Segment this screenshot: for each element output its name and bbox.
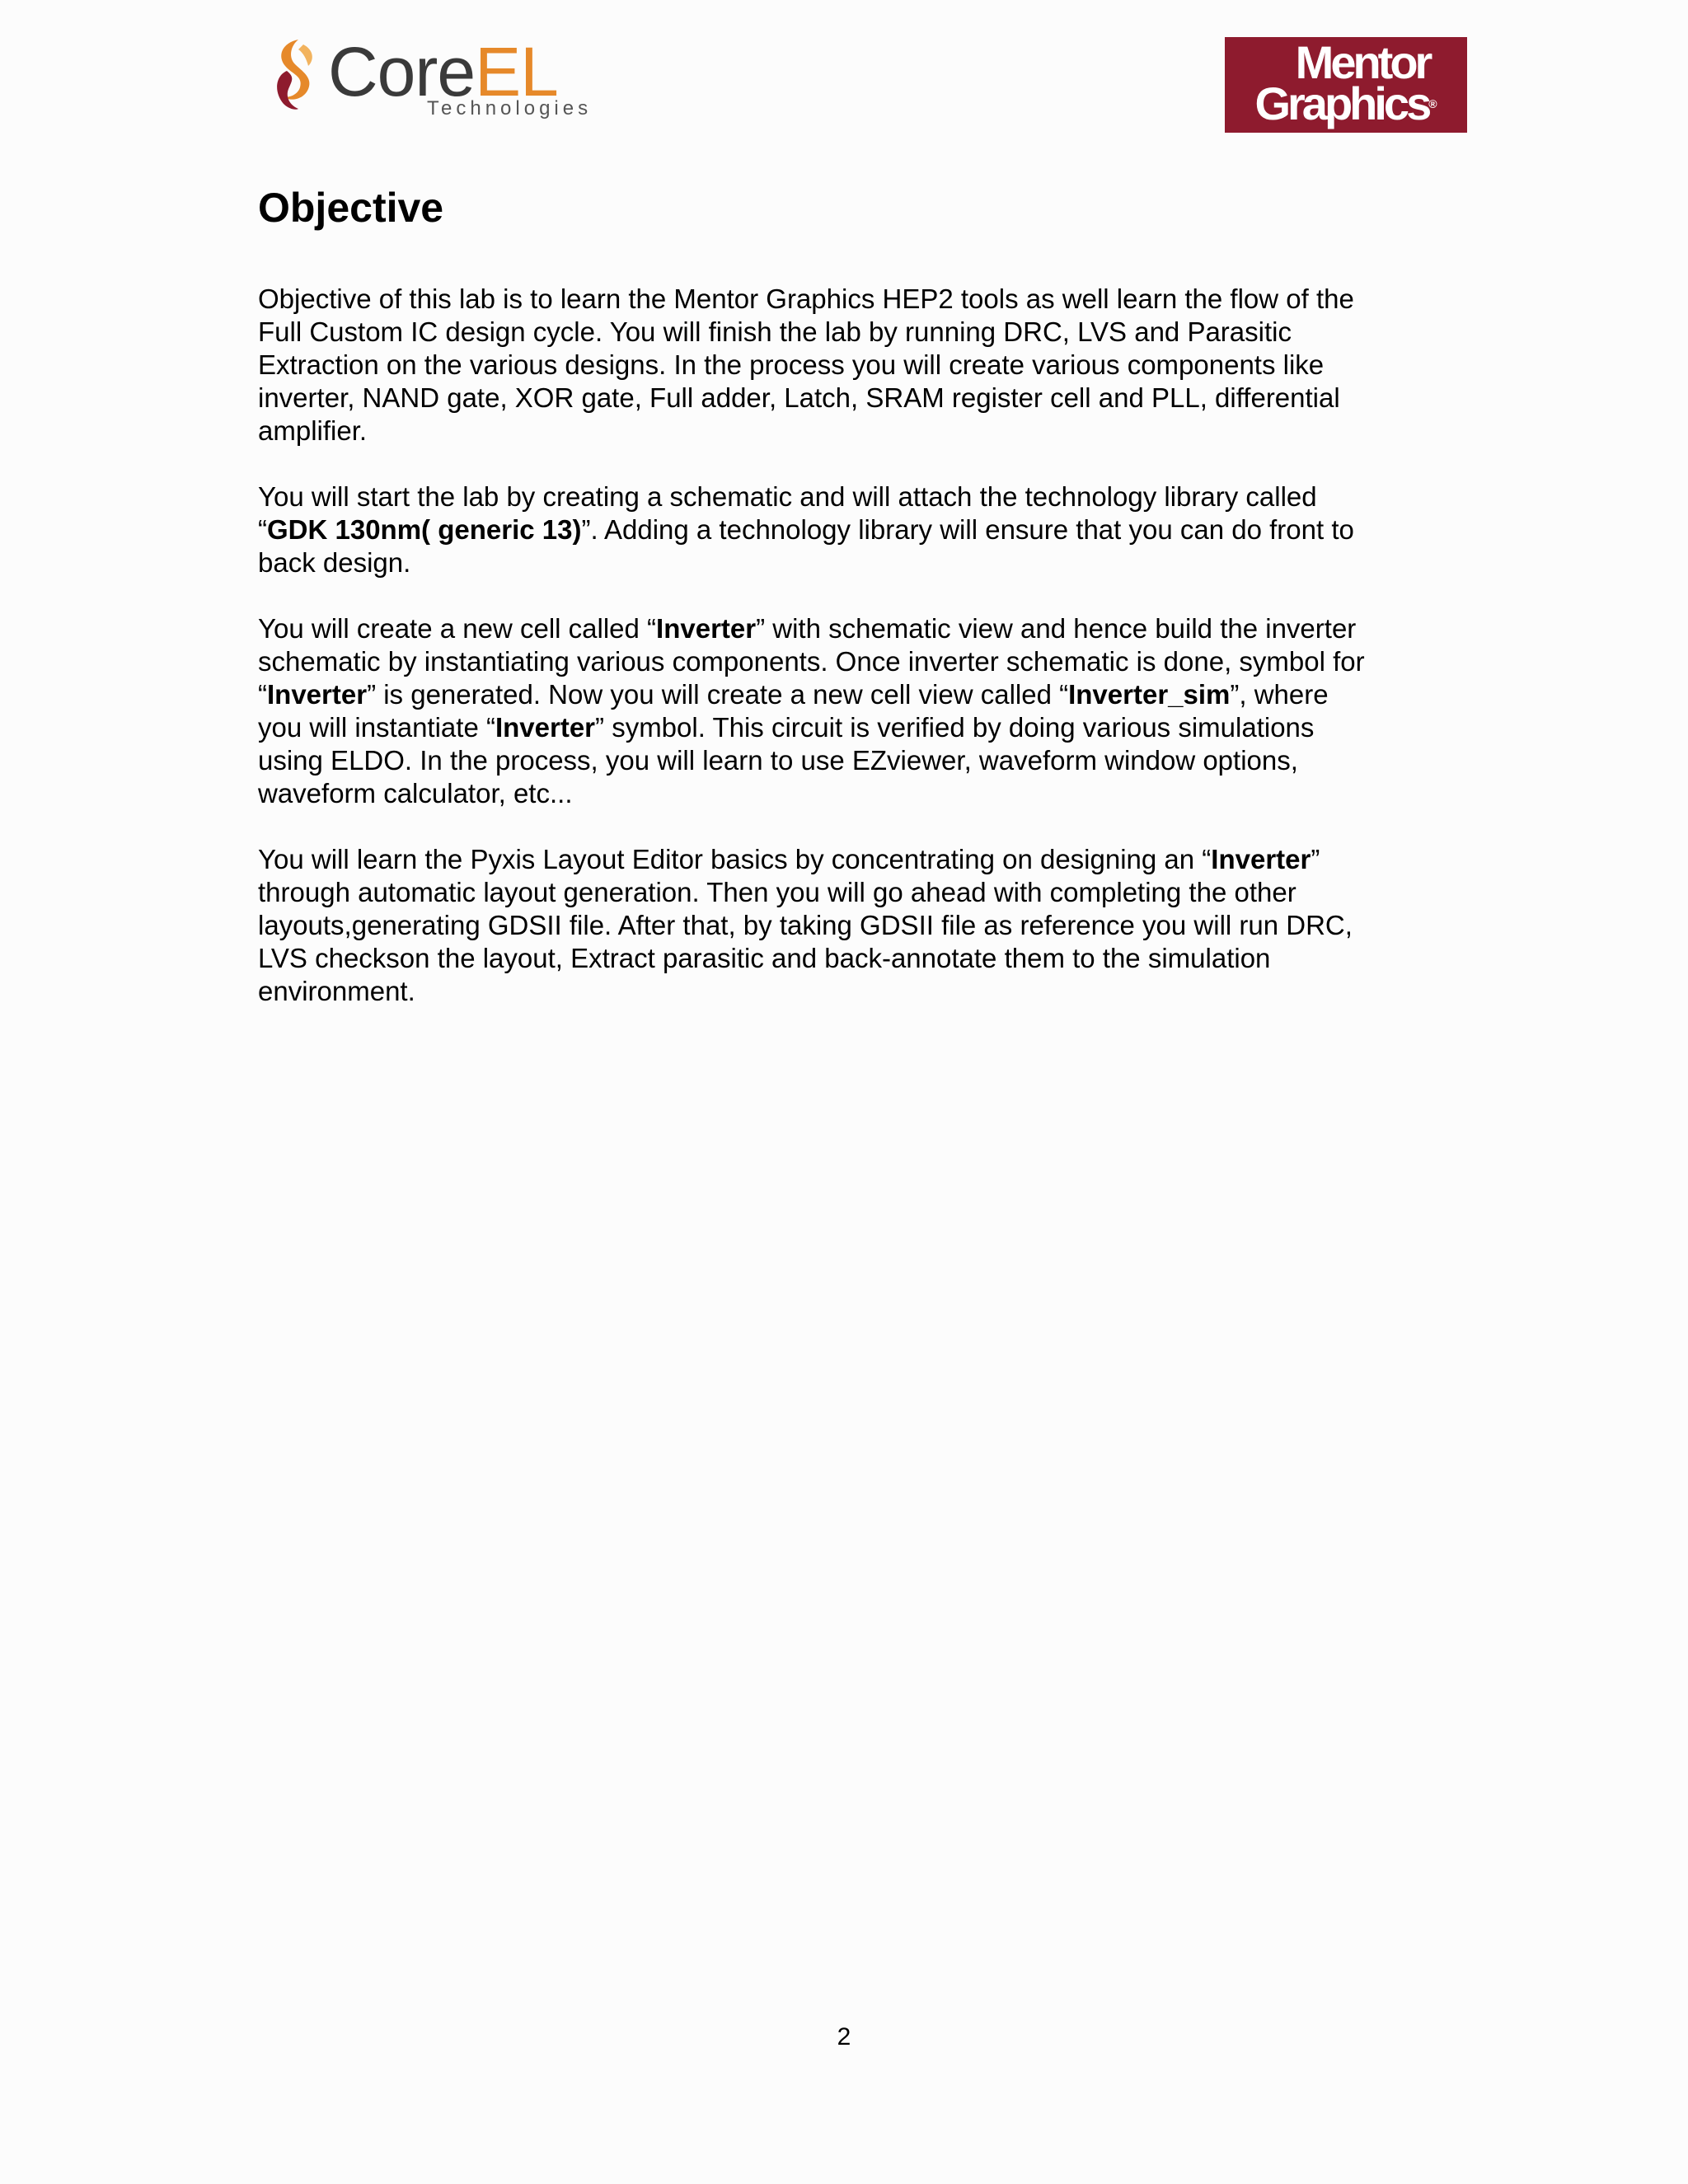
text-line: Extraction on the various designs. In the process you will create various components like bbox=[258, 349, 1325, 380]
coreel-wordmark: CoreEL bbox=[328, 33, 558, 110]
paragraph-technology-library bbox=[258, 480, 1445, 579]
text-line: Full Custom IC design cycle. You will finish the lab by running DRC, LVS and Parasitic bbox=[258, 316, 1292, 347]
body-content bbox=[258, 283, 1445, 1041]
page-number: 2 bbox=[837, 2023, 851, 2050]
text-line: layouts,generating GDSII file. After that, by taking GDSII file as reference you will run DRC, bbox=[258, 910, 1353, 940]
text-line: amplifier. bbox=[258, 415, 368, 446]
text-line: through automatic layout generation. Then you will go ahead with completing the other bbox=[258, 877, 1296, 907]
text-line: schematic by instantiating various components. Once inverter schematic is done, symbol for bbox=[258, 646, 1365, 677]
cell-name: Inverter bbox=[267, 679, 368, 710]
cell-name: Inverter bbox=[656, 613, 757, 644]
mentor-line: Mentor bbox=[1295, 36, 1430, 88]
text-line: back design. bbox=[258, 547, 411, 578]
cell-name: Inverter bbox=[1211, 844, 1311, 874]
coreel-subtitle: Technologies bbox=[427, 97, 593, 120]
coreel-logo bbox=[270, 33, 593, 121]
paragraph-inverter-schematic bbox=[258, 612, 1445, 810]
mentor-wordmark bbox=[1225, 36, 1467, 129]
graphics-line: Graphics® bbox=[1254, 77, 1437, 129]
text-line: using ELDO. In the process, you will learn to use EZviewer, waveform window options, bbox=[258, 745, 1298, 776]
text-line: Objective of this lab is to learn the Mentor Graphics HEP2 tools as well learn the flow of the bbox=[258, 284, 1354, 314]
text-line: environment. bbox=[258, 976, 415, 1006]
page-title: Objective bbox=[258, 185, 444, 231]
text-line: inverter, NAND gate, XOR gate, Full adder, Latch, SRAM register cell and PLL, differential bbox=[258, 382, 1340, 413]
coreel-swirl-icon bbox=[270, 38, 318, 110]
text-line: waveform calculator, etc... bbox=[258, 778, 573, 808]
text-line: “Inverter” is generated. Now you will create a new cell view called “Inverter_sim”, where bbox=[258, 679, 1329, 710]
text-line: LVS checkson the layout, Extract parasitic and back-annotate them to the simulation bbox=[258, 943, 1271, 973]
cell-name: Inverter bbox=[495, 712, 596, 743]
paragraph-layout-editor bbox=[258, 843, 1445, 1008]
text-line: You will learn the Pyxis Layout Editor basics by concentrating on designing an “Inverter” bbox=[258, 844, 1320, 874]
text-line: You will start the lab by creating a schematic and will attach the technology library called bbox=[258, 481, 1317, 512]
text-line: You will create a new cell called “Inverter” with schematic view and hence build the inverter bbox=[258, 613, 1357, 644]
text-line: “GDK 130nm( generic 13)”. Adding a technology library will ensure that you can do front to bbox=[258, 514, 1354, 545]
paragraph-objective bbox=[258, 283, 1445, 448]
text-line: you will instantiate “Inverter” symbol. This circuit is verified by doing various simulations bbox=[258, 712, 1315, 743]
cell-name: Inverter_sim bbox=[1068, 679, 1231, 710]
mentor-graphics-logo bbox=[1225, 37, 1467, 133]
technology-library-name: GDK 130nm( generic 13) bbox=[267, 514, 582, 545]
